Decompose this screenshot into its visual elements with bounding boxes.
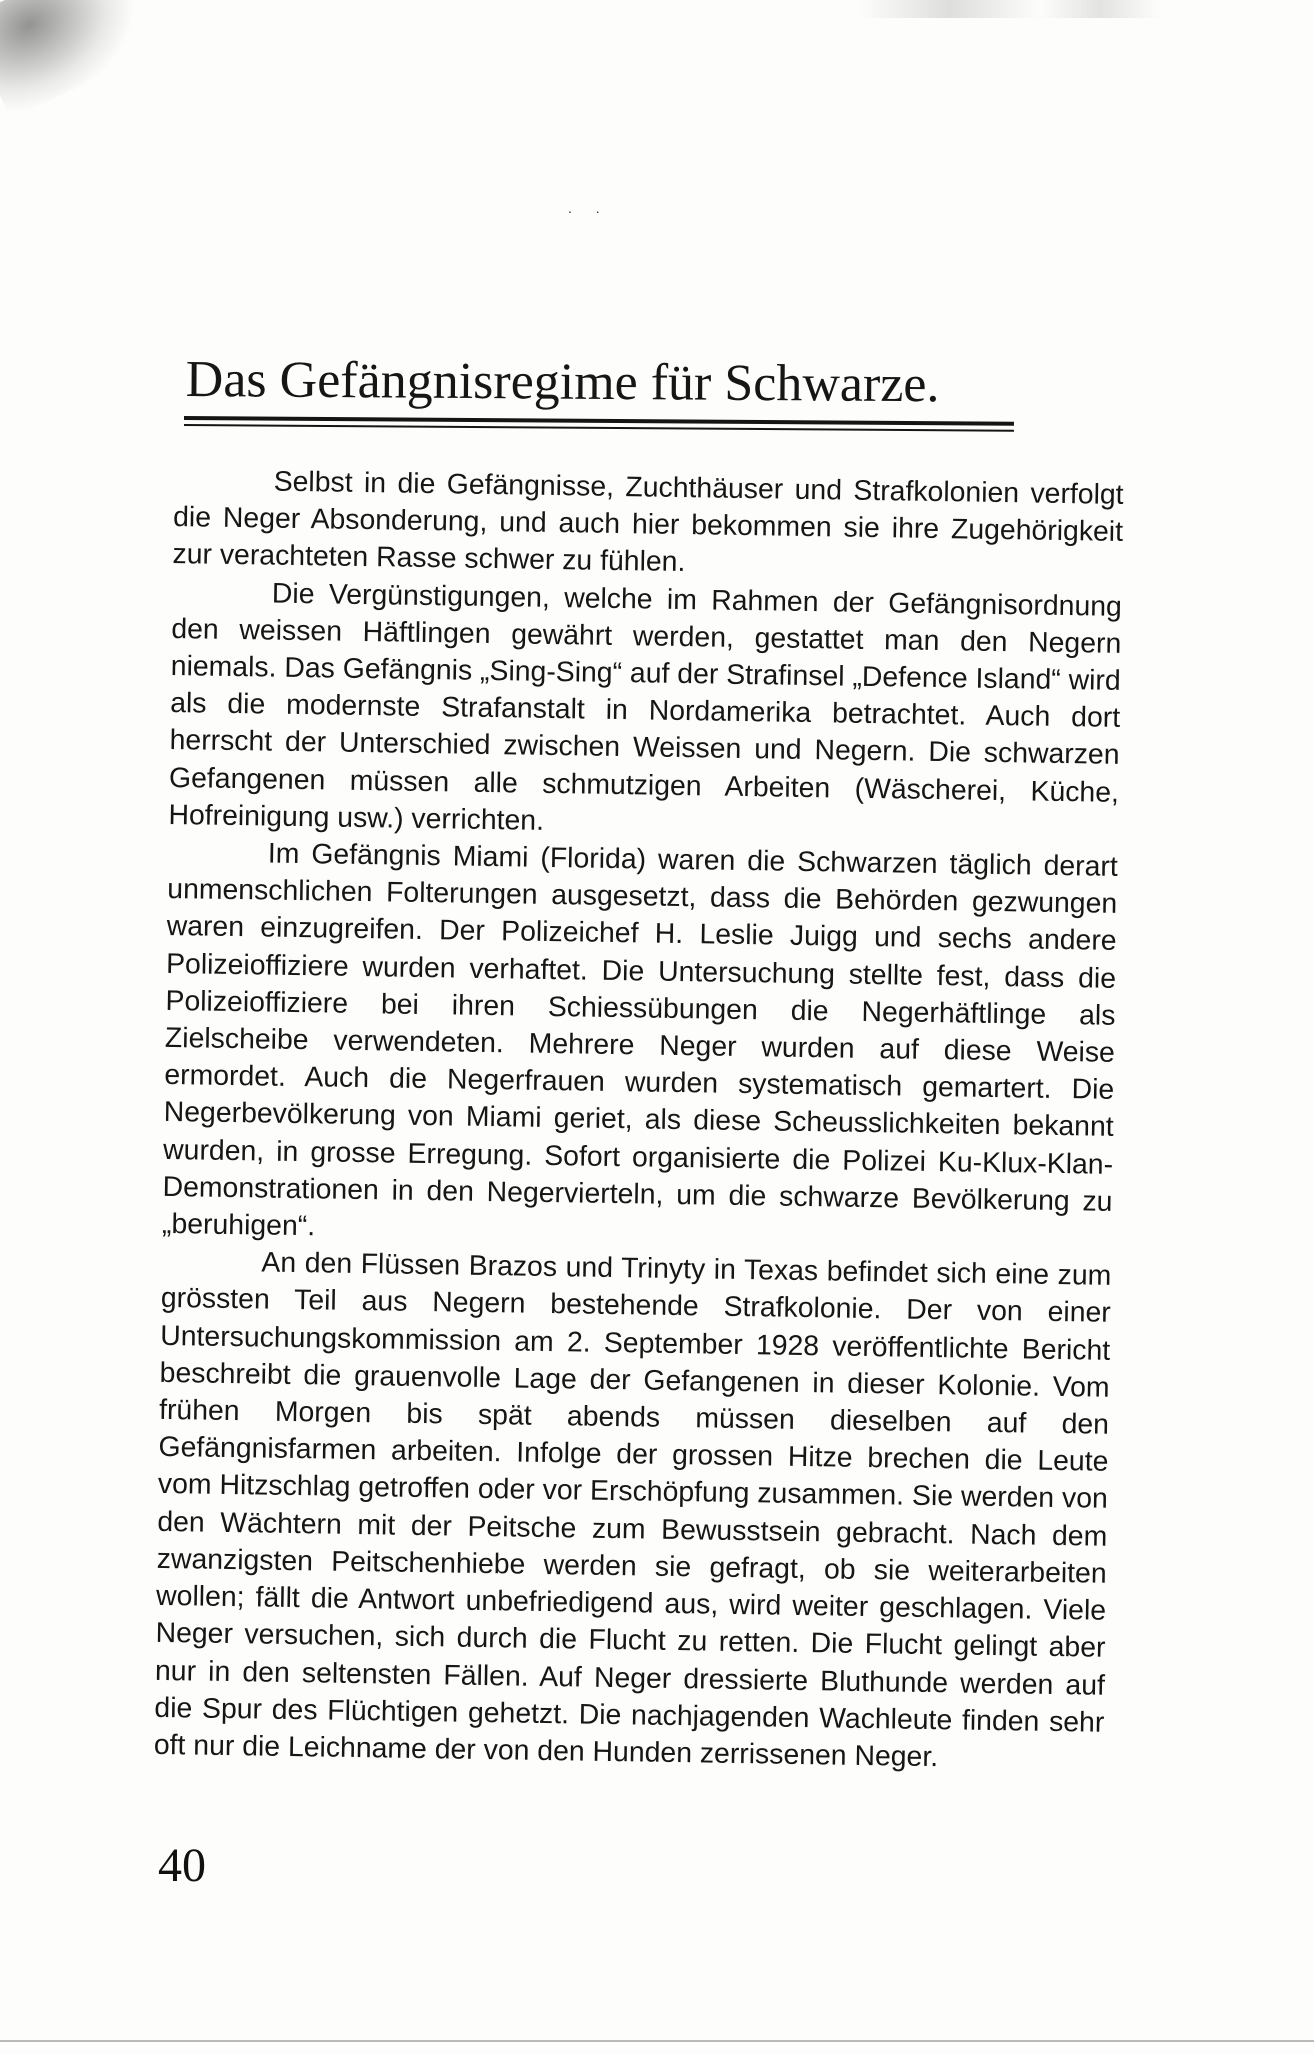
- paragraph-1: Selbst in die Gefängnisse, Zuchthäuser und Strafkolonien verfolgt die Neger Absonderung, und auch hier bekommen sie ihre Zugehörigkeit zur verachteten Rasse schwer zu fühlen.: [172, 465, 1124, 579]
- title-underline-thin: [184, 424, 1014, 432]
- chapter-title: Das Gefängnisregime für Schwarze.: [185, 350, 940, 414]
- paragraph-3: Im Gefängnis Miami (Florida) waren die Schwarzen täglich derart unmenschlichen Folterungen ausgesetzt, dass die Behörden gezwungen waren einzugreifen. Der Polizeichef H. Leslie Juigg und sechs andere Polizeioffiziere wurden verhaftet. Die Untersuchung stellte fest, dass die Polizeioffiziere bei ihren Schiessübungen die Negerhäftlinge als Zielscheibe verwendeten. Mehrere Neger wurden auf diese Weise ermordet. Auch die Negerfrauen wurden systematisch gemartert. Die Negerbevölkerung von Miami geriet, als diese Scheusslichkeiten bekannt wurden, in grosse Erregung. Sofort organisierte die Polizei Ku-Klux-Klan-Demonstrationen in den Negervierteln, um die schwarze Bevölkerung zu „beruhigen“.: [161, 837, 1119, 1243]
- top-edge-specks: [860, 0, 1160, 18]
- paragraph-4: An den Flüssen Brazos und Trinyty in Texas befindet sich eine zum grössten Teil aus Negern bestehende Strafkolonie. Der von einer Untersuchungskommission am 2. September 1928 veröffentlichte Bericht beschreibt die grauenvolle Lage der Gefangenen in dieser Kolonie. Vom frühen Morgen bis spät abends müssen dieselben auf den Gefängnisfarmen arbeiten. Infolge der grossen Hitze brechen die Leute vom Hitzschlag getroffen oder vor Erschöpfung zusammen. Sie werden von den Wächtern mit der Peitsche zum Bewusstsein gebracht. Nach dem zwanzigsten Peitschenhiebe werden sie gefragt, ob sie weiterarbeiten wollen; fällt die Antwort unbefriedigend aus, wird weiter geschlagen. Viele Neger versuchen, sich durch die Flucht zu retten. Die Flucht gelingt aber nur in den seltensten Fällen. Auf Neger dressierte Bluthunde werden auf die Spur des Flüchtigen gehetzt. Die nachjagenden Wachleute finden sehr oft nur die Leichname der von den Hunden zerrissenen Neger.: [153, 1246, 1112, 1774]
- scan-bottom-edge: [0, 2040, 1314, 2042]
- body-text: [154, 462, 1124, 1779]
- paragraph-2: Die Vergünstigungen, welche im Rahmen der Gefängnisordnung den weissen Häftlingen gewährt werden, gestattet man den Negern niemals. Das Gefängnis „Sing-Sing“ auf der Strafinsel „Defence Island“ wird als die modernste Strafanstalt in Nordamerika betrachtet. Auch dort herrscht der Unterschied zwischen Weissen und Negern. Die schwarzen Gefangenen müssen alle schmutzigen Arbeiten (Wäscherei, Küche, Hofreinigung usw.) verrichten.: [168, 577, 1123, 837]
- print-dots: . .: [568, 200, 610, 216]
- corner-smudge: [0, 0, 156, 119]
- page-number: 40: [158, 1839, 206, 1892]
